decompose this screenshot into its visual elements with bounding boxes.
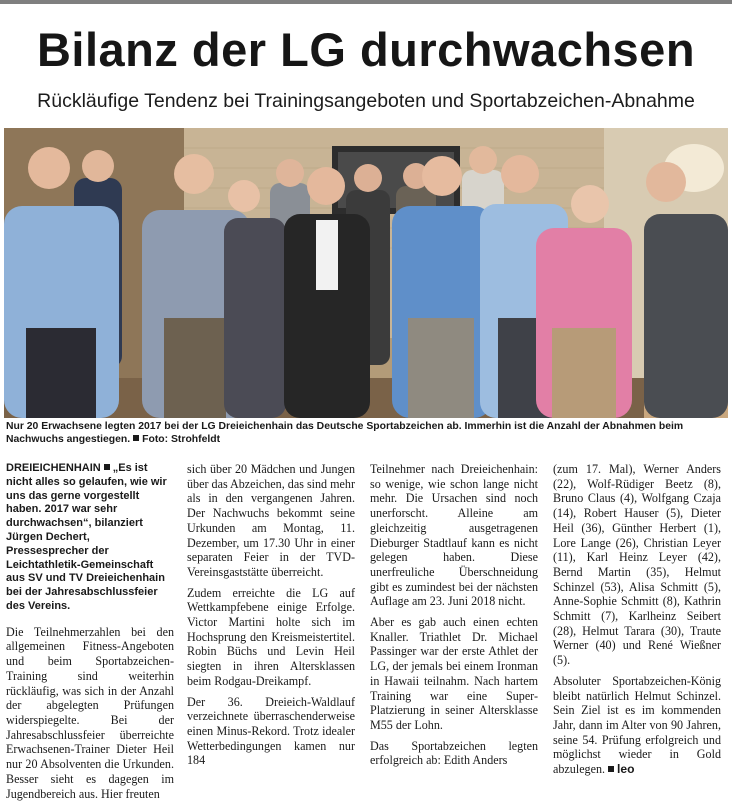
article-column-3 (370, 462, 538, 768)
group-photo-illustration (4, 128, 728, 418)
paragraph: Der 36. Dreieich-Waldlauf verzeichnete überraschenderweise einen Minus-Rekord. Trotz idealer Wetterbedingungen kamen nur 184 (187, 694, 355, 768)
paragraph-text: Absoluter Sportabzeichen-König bleibt natürlich Helmut Schinzel. Sein Ziel ist es im kommenden Jahr, dann im Alter von 90 Jahren, seine 54. Prüfung erfolgreich und möglichst wieder in Gold abzulegen. (553, 673, 721, 777)
article-column-4 (553, 462, 721, 777)
headline: Bilanz der LG durchwachsen (36, 23, 696, 76)
photo-caption (6, 420, 728, 446)
caption-text: Nur 20 Erwachsene legten 2017 bei der LG Dreieichenhain das Deutsche Sportabzeichen ab. Immerhin ist die Anzahl der Abnahmen beim Nachwuchs angestiegen. (6, 421, 684, 445)
photo-credit: Foto: Strohfeldt (142, 434, 221, 445)
paragraph: Teilnehmer nach Dreieichenhain: so wenige, wie schon lange nicht mehr. Die Ursachen sind noch unerforscht. Alleine am gleichzeitig ausgetragenen Dieburger Stadtlauf kann es nicht gelegen haben. Diese unerfreuliche Überschneidung gibt es zumindest bei der nächsten Auflage am 23. Juni 2018 nicht. (370, 462, 538, 609)
paragraph: sich über 20 Mädchen und Jungen über das Abzeichen, das sind mehr als in den vergangenen Jahren. Der Nachwuchs bekommt seine Urkunden am Montag, 11. Dezember, um 17.30 Uhr in einer separaten Feier in der TVD-Vereinsgaststätte überreicht. (187, 462, 355, 579)
article-lead (6, 462, 174, 614)
article-column-2 (187, 462, 355, 768)
paragraph: Zudem erreichte die LG auf Wettkampfebene einige Erfolge. Victor Martini holte sich im Hochsprung den Kreismeistertitel. Robin Büchs und Levin Heil siegten in ihren Altersklassen beim Rodgau-Dreikampf. (187, 585, 355, 688)
article-column-1 (6, 462, 174, 801)
paragraph: Die Teilnehmerzahlen bei den allgemeinen Fitness-Angeboten und beim Sportabzeichen-Training sind weiterhin rückläufig, was sich in der Anzahl der abgelegten Prüfungen widerspiegelte. Bei der Jahresabschlussfeier überreichte Erwachsenen-Trainer Dieter Heil nur 20 Absolventen die Urkunden. Besser sieht es dagegen im Jugendbereich aus. Hier freuten (6, 624, 174, 801)
dateline: DREIEICHENHAIN (6, 462, 101, 474)
end-square-icon (608, 766, 614, 772)
author-tag: leo (617, 762, 635, 777)
group-photo (4, 128, 728, 418)
paragraph: (zum 17. Mal), Werner Anders (22), Wolf-Rüdiger Beetz (8), Bruno Claus (4), Wolfgang Czaja (14), Robert Hauser (5), Dieter Heil (36), Günther Herbert (1), Lore Lange (26), Christian Leyer (11), Karl Heinz Leyer (42), Bernd Martin (35), Helmut Schinzel (53), Alisa Schmitt (5), Anne-Sophie Schmitt (8), Kathrin Schmitt (7), Karlheinz Seibert (28), Helmut Tarara (30), Traute Werner (40) und René Wießner (5). (553, 462, 721, 668)
caption-square-icon (133, 435, 139, 441)
top-rule (0, 0, 732, 4)
dateline-square-icon (104, 464, 110, 470)
paragraph: Das Sportabzeichen legten erfolgreich ab: Edith Anders (370, 738, 538, 768)
subheadline: Rückläufige Tendenz bei Trainingsangeboten und Sportabzeichen-Abnahme (37, 90, 695, 112)
paragraph-final (553, 674, 721, 777)
lead-text: „Es ist nicht alles so gelaufen, wie wir uns das gerne vorgestellt haben. 2017 war sehr durchwachsen“, bilanziert Jürgen Dechert, Pressesprecher der Leichtathletik-Gemeinschaft aus SV und TV Dreieichenhain bei der Jahresabschlussfeier des Vereins. (6, 462, 167, 612)
paragraph: Aber es gab auch einen echten Knaller. Triathlet Dr. Michael Passinger war der erste Athlet der LG, der jemals bei einem Ironman in Hawaii teilnahm. Nach hartem Training war eine Super-Platzierung in seiner Altersklasse M55 der Lohn. (370, 615, 538, 732)
